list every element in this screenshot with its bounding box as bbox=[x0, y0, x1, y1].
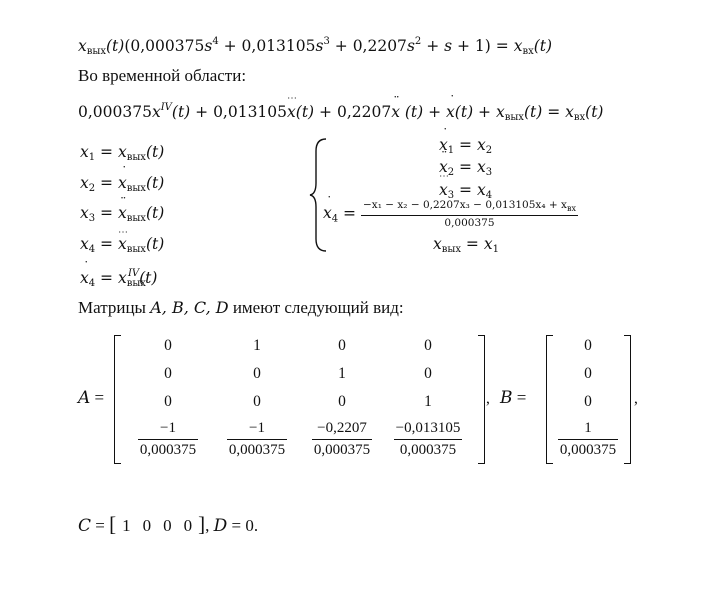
x4-numerator: −x₁ − x₂ − 0,2207x₃ − 0,013105x₄ + x bbox=[362, 199, 567, 211]
matrix-d-label: D bbox=[213, 516, 228, 536]
matrix-a-cell: 0 bbox=[164, 365, 172, 382]
x4-denominator: 0,000375 bbox=[444, 217, 495, 229]
matrix-a-cell: 0 bbox=[424, 337, 432, 354]
coef-s4: 0,000375 bbox=[130, 37, 205, 55]
matrix-a-fraction-cell: $\frac{-1}{0,000375}$ bbox=[228, 420, 286, 458]
transfer-equation: $x_{вых}(t)(0,000375s^4 + 0,013105s^3 + 0,2207s^2 + s + 1) = x_{вх}(t)$ bbox=[78, 36, 553, 57]
matrix-a-fraction-cell: $\frac{-0,013105}{0,000375}$ bbox=[395, 420, 461, 458]
coef-s2: 0,2207 bbox=[352, 37, 407, 55]
matrix-d-value: 0. bbox=[245, 516, 259, 535]
matrix-b-label: B = bbox=[500, 388, 527, 408]
output-sub: вых bbox=[86, 46, 106, 57]
output-arg: (t) bbox=[105, 37, 125, 55]
state-def-3: $x_3$ = ¨ $x_{вых}(t)$ bbox=[80, 201, 164, 232]
matrix-c-label: C bbox=[78, 516, 92, 536]
matrix-a-cell: 1 bbox=[253, 337, 261, 354]
matrix-c-cell: 0 bbox=[183, 516, 193, 535]
matrix-a-cell: 0 bbox=[424, 365, 432, 382]
matrix-c-cell: 0 bbox=[163, 516, 172, 535]
time-domain-label: Во временной области: bbox=[78, 66, 247, 85]
state-definitions bbox=[80, 140, 164, 297]
matrix-b-cell: 0 bbox=[584, 365, 592, 382]
matrix-a-label: A = bbox=[78, 388, 105, 408]
coef-s3: 0,013105 bbox=[241, 37, 316, 55]
state-def-2: $x_2$ = ˙ $x_{вых}(t)$ bbox=[80, 171, 164, 202]
matrix-a-cell: 0 bbox=[338, 393, 346, 410]
matrices-label: Матрицы A, B, C, D имеют следующий вид: bbox=[78, 298, 404, 317]
matrix-b-cell: 0 bbox=[584, 337, 592, 354]
matrix-a-cell: 0 bbox=[164, 337, 172, 354]
matrix-a-fraction-cell: $\frac{-0,2207}{0,000375}$ bbox=[313, 420, 371, 458]
matrix-c-d-line: C = [ 1 0 0 0 ], D = 0. bbox=[78, 512, 259, 536]
system-eq-4: ˙ $x_4$ = $\frac{-x_1 - x_2 - 0,2207x_3 - 0,013105x_4 + x_{вх}}{0,000375}$ bbox=[323, 200, 578, 229]
time-domain-equation: $0,000375x^{IV}(t)$ + 0,013105⋯ x(t) + 0,2207¨ x (t) + ˙ $x(t) + x_{вых}(t) = x_{вх}(t)$ bbox=[78, 103, 603, 123]
matrix-a-right-bracket bbox=[478, 335, 485, 464]
matrix-a bbox=[120, 335, 478, 462]
input-sub: вх bbox=[522, 46, 534, 57]
matrix-a-cell: 1 bbox=[424, 393, 432, 410]
state-def-5: ˙ $x_4 = x_{вых}^{IV}(t)$ bbox=[80, 262, 164, 297]
matrix-b-right-bracket bbox=[624, 335, 631, 464]
matrix-a-cell: 0 bbox=[253, 393, 261, 410]
system-eq-1: ˙ $x_1 = x_2$ bbox=[439, 138, 492, 156]
matrix-b bbox=[552, 335, 624, 462]
state-def-1: $x_1 = x_{вых}(t)$ bbox=[80, 143, 165, 163]
system-eq-2: ¨ $x_2 = x_3$ bbox=[439, 160, 492, 178]
matrix-a-cell: 0 bbox=[253, 365, 261, 382]
system-output-eq: $x_{вых} = x_1$ bbox=[433, 235, 499, 255]
coef-3: 0,013105 bbox=[213, 103, 288, 121]
system-eq-3: ⋯ $x_3 = x_4$ bbox=[439, 183, 492, 201]
matrix-a-cell: 0 bbox=[164, 393, 172, 410]
matrix-c-cell: 0 bbox=[142, 516, 152, 535]
matrix-a-cell: 0 bbox=[338, 337, 346, 354]
matrix-c-values bbox=[116, 516, 198, 535]
matrix-c-cell: 1 bbox=[122, 516, 131, 535]
state-def-4: $x_4$ = ⋯ $x_{вых}(t)$ bbox=[80, 232, 164, 263]
coef-2: 0,2207 bbox=[336, 103, 392, 121]
matrix-a-cell: 1 bbox=[338, 365, 346, 382]
output-var: x bbox=[78, 37, 87, 55]
matrix-b-fraction-cell: $\frac{1}{0,000375}$ bbox=[559, 420, 617, 458]
matrix-a-fraction-cell: $\frac{-1}{0,000375}$ bbox=[139, 420, 197, 458]
coef-4: 0,000375 bbox=[78, 103, 152, 121]
matrix-b-cell: 0 bbox=[584, 393, 592, 410]
input-var: x bbox=[513, 37, 523, 55]
